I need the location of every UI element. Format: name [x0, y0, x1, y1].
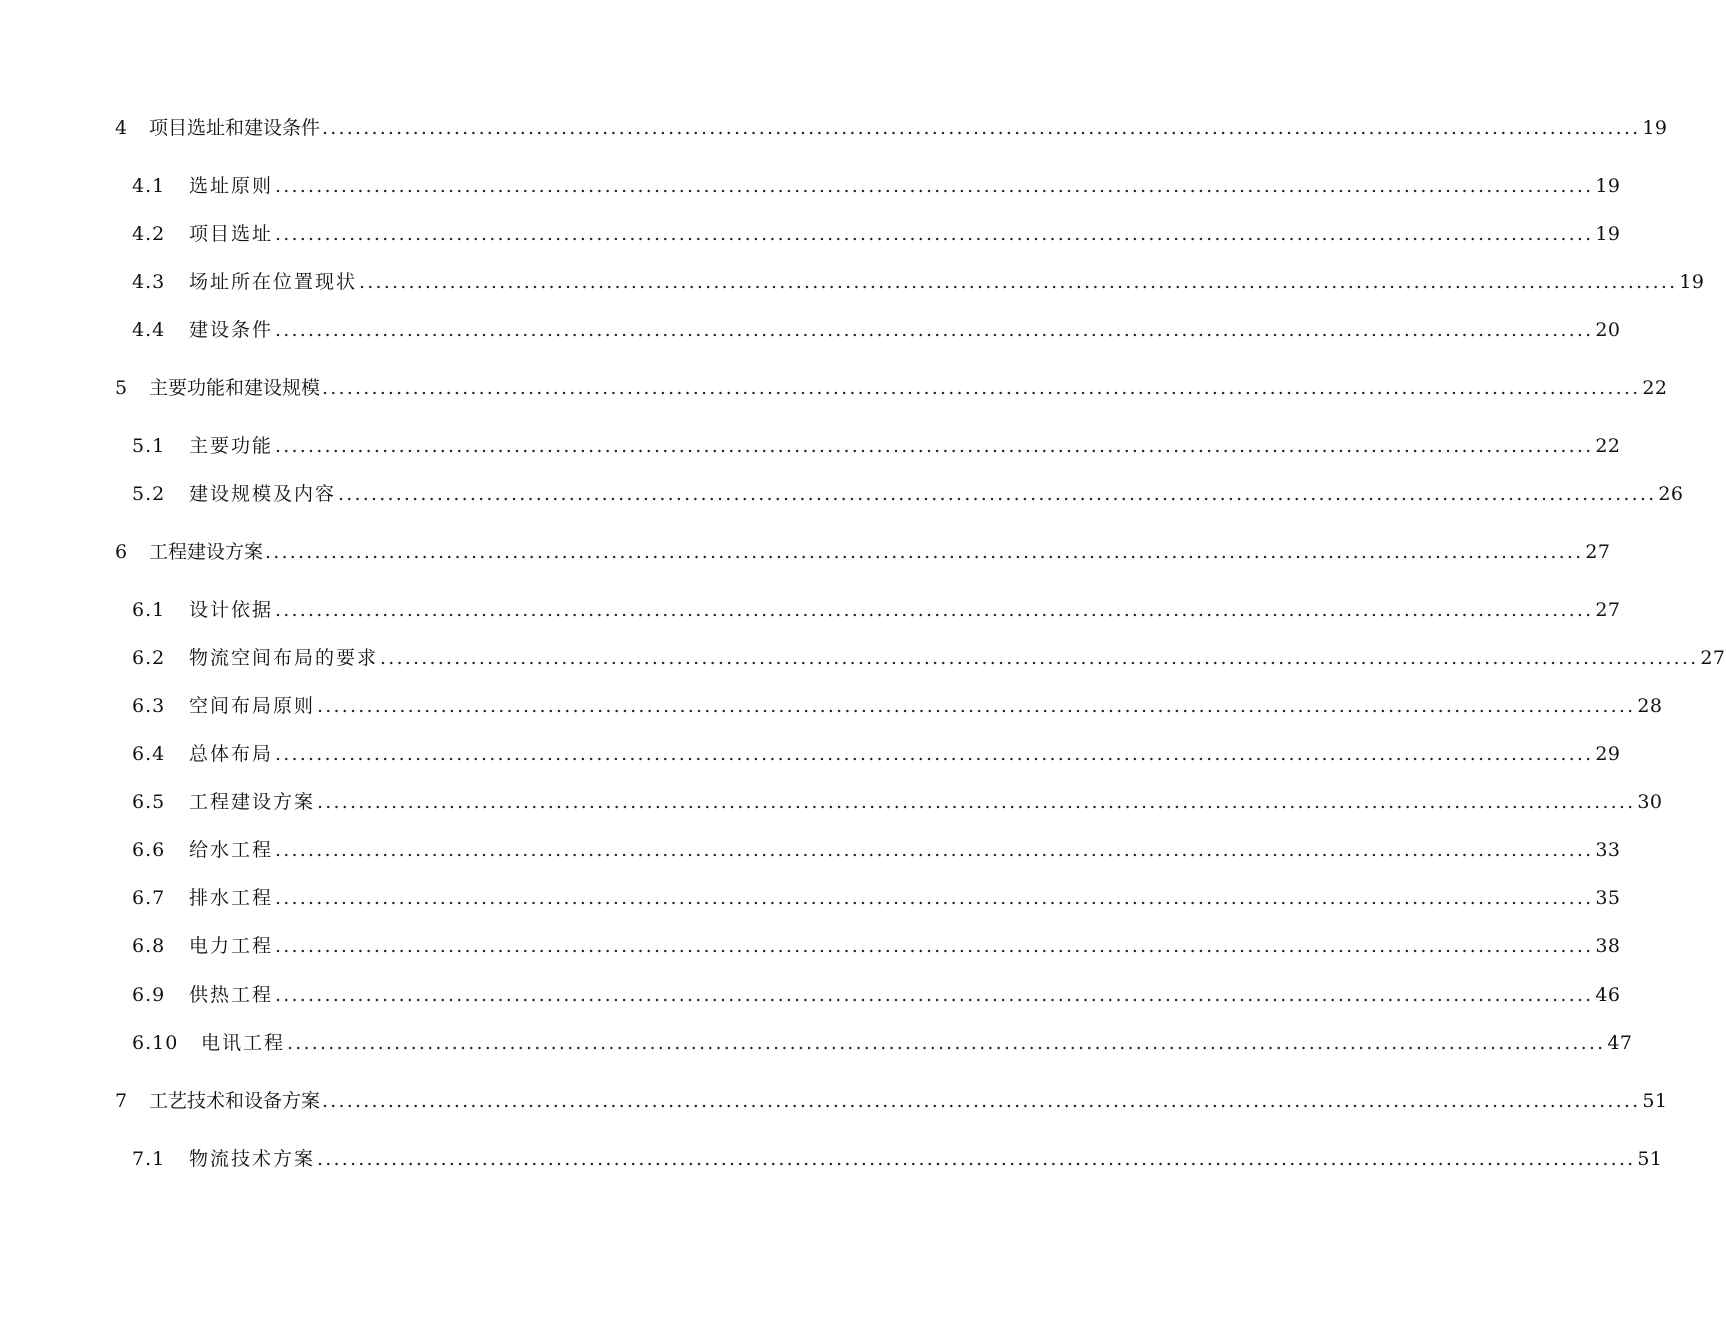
toc-page-number: 19 [1642, 117, 1668, 139]
toc-entry-5-2[interactable] [132, 479, 1684, 509]
toc-entry-7[interactable] [115, 1086, 1668, 1116]
toc-entry-4[interactable] [115, 113, 1668, 143]
toc-number: 4.1 [132, 175, 166, 197]
toc-entry-6-8[interactable] [132, 931, 1621, 961]
toc-page-number: 46 [1595, 984, 1621, 1006]
toc-entry-6-5[interactable] [132, 787, 1663, 817]
toc-title: 项目选址和建设条件 [149, 117, 321, 139]
toc-leader-dots: ................................................................................................................................................................ [317, 791, 1636, 813]
toc-page-number: 20 [1595, 319, 1621, 341]
toc-page-number: 27 [1595, 599, 1621, 621]
toc-entry-6-3[interactable] [132, 691, 1663, 721]
toc-entry-6-1[interactable] [132, 595, 1621, 625]
toc-page-number: 30 [1637, 791, 1663, 813]
toc-title: 工艺技术和设备方案 [149, 1090, 321, 1112]
toc-entry-5-1[interactable] [132, 431, 1621, 461]
toc-leader-dots: ................................................................................................................................................................ [275, 175, 1594, 197]
toc-title: 物流技术方案 [189, 1148, 316, 1170]
toc-leader-dots: ................................................................................................................................................................ [317, 1148, 1636, 1170]
toc-leader-dots: ................................................................................................................................................................ [322, 117, 1641, 139]
toc-leader-dots: ................................................................................................................................................................ [275, 887, 1594, 909]
toc-page-number: 22 [1595, 435, 1621, 457]
toc-leader-dots: ................................................................................................................................................................ [322, 1090, 1641, 1112]
toc-entry-6-9[interactable] [132, 980, 1621, 1010]
toc-number: 5.1 [132, 435, 166, 457]
toc-entry-6-2[interactable] [132, 643, 1726, 673]
toc-number: 6.9 [132, 984, 166, 1006]
toc-leader-dots: ................................................................................................................................................................ [265, 541, 1584, 563]
toc-page-number: 19 [1595, 223, 1621, 245]
toc-number: 4.2 [132, 223, 166, 245]
toc-number: 7 [115, 1090, 129, 1112]
toc-page-number: 51 [1642, 1090, 1668, 1112]
toc-page-number: 29 [1595, 743, 1621, 765]
toc-page-number: 33 [1595, 839, 1621, 861]
toc-title: 总体布局 [189, 743, 274, 765]
toc-leader-dots: ................................................................................................................................................................ [322, 377, 1641, 399]
toc-number: 6 [115, 541, 129, 563]
toc-number: 7.1 [132, 1148, 166, 1170]
toc-leader-dots: ................................................................................................................................................................ [275, 599, 1594, 621]
toc-title: 电力工程 [189, 935, 274, 957]
toc-number: 6.4 [132, 743, 166, 765]
toc-title: 工程建设方案 [149, 541, 264, 563]
toc-number: 4 [115, 117, 129, 139]
toc-number: 6.2 [132, 647, 166, 669]
toc-entry-7-1[interactable] [132, 1144, 1663, 1174]
toc-title: 场址所在位置现状 [189, 271, 358, 293]
toc-page-number: 28 [1637, 695, 1663, 717]
toc-entry-6[interactable] [115, 537, 1611, 567]
toc-entry-6-10[interactable] [132, 1028, 1633, 1058]
toc-entry-6-7[interactable] [132, 883, 1621, 913]
toc-title: 建设规模及内容 [189, 483, 337, 505]
toc-leader-dots: ................................................................................................................................................................ [275, 935, 1594, 957]
toc-leader-dots: ................................................................................................................................................................ [380, 647, 1699, 669]
toc-title: 给水工程 [189, 839, 274, 861]
toc-page-number: 27 [1700, 647, 1726, 669]
toc-number: 6.3 [132, 695, 166, 717]
toc-page-number: 19 [1679, 271, 1705, 293]
toc-number: 6.10 [132, 1032, 179, 1054]
toc-page-number: 26 [1658, 483, 1684, 505]
toc-title: 设计依据 [189, 599, 274, 621]
toc-title: 主要功能和建设规模 [149, 377, 321, 399]
toc-page-number: 19 [1595, 175, 1621, 197]
toc-entry-4-1[interactable] [132, 171, 1621, 201]
toc-title: 空间布局原则 [189, 695, 316, 717]
toc-leader-dots: ................................................................................................................................................................ [275, 319, 1594, 341]
toc-title: 电讯工程 [201, 1032, 286, 1054]
toc-title: 工程建设方案 [189, 791, 316, 813]
toc-title: 项目选址 [189, 223, 274, 245]
toc-page-number: 38 [1595, 935, 1621, 957]
toc-number: 4.3 [132, 271, 166, 293]
toc-title: 主要功能 [189, 435, 274, 457]
toc-entry-5[interactable] [115, 373, 1668, 403]
toc-leader-dots: ................................................................................................................................................................ [287, 1032, 1606, 1054]
toc-number: 4.4 [132, 319, 166, 341]
toc-entry-4-3[interactable] [132, 267, 1705, 297]
toc-leader-dots: ................................................................................................................................................................ [275, 223, 1594, 245]
toc-leader-dots: ................................................................................................................................................................ [338, 483, 1657, 505]
toc-entry-4-2[interactable] [132, 219, 1621, 249]
toc-title: 供热工程 [189, 984, 274, 1006]
toc-leader-dots: ................................................................................................................................................................ [275, 984, 1594, 1006]
toc-entry-4-4[interactable] [132, 315, 1621, 345]
toc-title: 物流空间布局的要求 [189, 647, 379, 669]
toc-page-number: 22 [1642, 377, 1668, 399]
toc-number: 6.6 [132, 839, 166, 861]
toc-number: 6.8 [132, 935, 166, 957]
toc-page-number: 35 [1595, 887, 1621, 909]
toc-page-number: 27 [1585, 541, 1611, 563]
toc-leader-dots: ................................................................................................................................................................ [359, 271, 1678, 293]
toc-page-number: 51 [1637, 1148, 1663, 1170]
toc-title: 建设条件 [189, 319, 274, 341]
toc-entry-6-6[interactable] [132, 835, 1621, 865]
toc-title: 排水工程 [189, 887, 274, 909]
toc-page-number: 47 [1607, 1032, 1633, 1054]
toc-leader-dots: ................................................................................................................................................................ [275, 435, 1594, 457]
toc-entry-6-4[interactable] [132, 739, 1621, 769]
toc-title: 选址原则 [189, 175, 274, 197]
toc-number: 5.2 [132, 483, 166, 505]
toc-number: 6.7 [132, 887, 166, 909]
toc-number: 6.1 [132, 599, 166, 621]
toc-leader-dots: ................................................................................................................................................................ [275, 743, 1594, 765]
toc-number: 5 [115, 377, 129, 399]
toc-leader-dots: ................................................................................................................................................................ [275, 839, 1594, 861]
toc-number: 6.5 [132, 791, 166, 813]
toc-leader-dots: ................................................................................................................................................................ [317, 695, 1636, 717]
